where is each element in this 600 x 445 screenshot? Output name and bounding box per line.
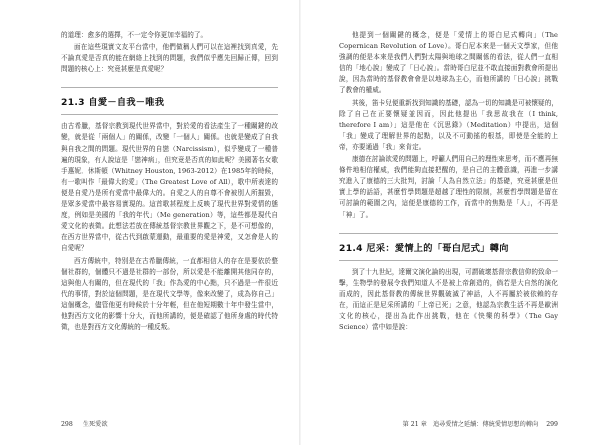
right-paragraph: 其後，笛卡兒便重新找到知識的基礎，認為一切的知識是可被懷疑的，除了自己在正要懷疑並因而，因此他提出「我思故我在（I think, therefore I am）」這是他在《沉思錄》（Meditation）中提出，這個「我」變成了理解世界的起點，以及不可動搖的根基，即使是全能的上帝，亦要通過「我」來肯定。 bbox=[339, 98, 558, 151]
page-number: 298 bbox=[61, 421, 73, 428]
left-paragraph: 面在這些現實文友平台當中，他們做稱人們可以在這裡找到真愛，先不論真愛是否真的能在網絡上找到的問題，我們似乎應先回歸正傳，回到問題的核心上：究竟甚麼是真愛呢？ bbox=[61, 43, 278, 74]
right-footer bbox=[403, 419, 558, 428]
chapter-running-title: 第 21 章 追尋愛情之延續：傳統愛情思想的轉向 bbox=[402, 421, 539, 428]
right-paragraph: 他提到一個關鍵的概念，便是「愛情上的哥白尼式轉向」（The Copernican Revolution of Love）。哥白尼本來是一個天文學家，但他強調的便是本來是我們人們對太陽與地球之間關係的看法，從人們一直相信的「地心說」變成了「日心說」。當時哥白尼並不敢直接面對教會所提出說，因為當時的基督教會會是以地球為主心，而他所講的「日心說」挑戰了教會的權威。 bbox=[339, 31, 558, 95]
page-number: 299 bbox=[546, 421, 558, 428]
section-heading-21-4: 21.4 尼采：愛情上的「哥白尼式」轉向 bbox=[339, 233, 558, 261]
left-paragraph: 西方傳統中，特別是在古希臘傳統，一直都相信人的存在是要依於整個社群的，個體只不過是社群的一部份，所以愛是不能離開其他同存的，這與他人有關的，但在現代的「我」作為愛的中心點，只不過是一件很近代的事情，對於這個問題，是在現代文學等，像來改變了，成為你自己」這個概念，儘管他更有時候於十分年輕，但在他短期數十年中發生當中，他對西方文化的影響十分大，而他所講的，便是確認了他所身處的時代特徵，也是對西方文化傳統的一種反叛。 bbox=[61, 256, 278, 332]
right-page bbox=[300, 0, 600, 445]
section-heading-21-3: 21.3 自愛－自我－唯我 bbox=[61, 87, 278, 115]
left-paragraph: 的道理：愈多的選擇，不一定令你更加幸福的了。 bbox=[61, 31, 208, 39]
right-paragraph: 到了十九世紀，達爾文演化論的出現，可謂破壞基督宗教信仰的致命一擊，生物學的發展令我們知道人不是被上帝創造的，倘若是大自然的演化而成的，因此基督教的傳統世界觀破滅了神話，人不再屬於被依賴的存在，而這正是尼采所講的「上帝已死」之意，他認為宗教生活不再是歐洲文化的核心，提出為此作出挑戰，他在《快樂的科學》（The Gay Science）當中如是說： bbox=[339, 267, 558, 332]
right-body-after bbox=[339, 267, 558, 334]
book-title: 生死愛欲 bbox=[82, 421, 108, 428]
left-body-after bbox=[61, 121, 278, 333]
left-paragraph: 由古希臘，基督宗教到現代世界當中，對於愛的看法產生了一種關鍵的改變，就是從「兩個人」的關係，改變「一個人」關係。也就是變成了自我與自我之間的問題。現代世界的自戀（Narcissism），似乎變成了一種普遍的現象，有人說這是「戀神病」，但究竟是否真的如此呢？美國著名女歌手惠妮．休斯頓（Whitney Houston, 1963-2012）在1985年的時候，有一歌叫作「最偉大的愛」（The Greatest Love of All），歌中所表達的便是自愛乃是所有愛當中最偉大的。自愛之人的自尊不會被別人所摧毀，是眾多愛當中最容易實現的。這首歌甚程度上反映了現代世界對愛情的態度，例如是美國的「我的年代」（Me generation）等，這些都是現代自愛文化的表徵。此想法若放在傳統基督宗教世界觀之下，是不可想像的，在西方世界當中，從古代到啟蒙運動，最重要的愛是神愛，又怎會是人的自愛呢？ bbox=[61, 122, 278, 253]
left-footer bbox=[61, 419, 108, 428]
left-body-before bbox=[61, 30, 278, 75]
right-body-before bbox=[339, 30, 558, 221]
right-paragraph: 康德在討論欲愛的問題上，呼籲人們用自己的理性來思考，而不應再無條件地相信權威，我們能夠直接把醒的，是自己的主體意識，再進一步講究進入了康德的三大批判，討論「人為自然立法」的基礎，究竟甚麼是但實上學的話語，甚麼哲學問題是超越了理性的限制，甚麼哲學問題是留在可討論的範圍之內，這便是康德的工作，而當中的焦點是「人」，不再是「神」了。 bbox=[339, 155, 558, 219]
